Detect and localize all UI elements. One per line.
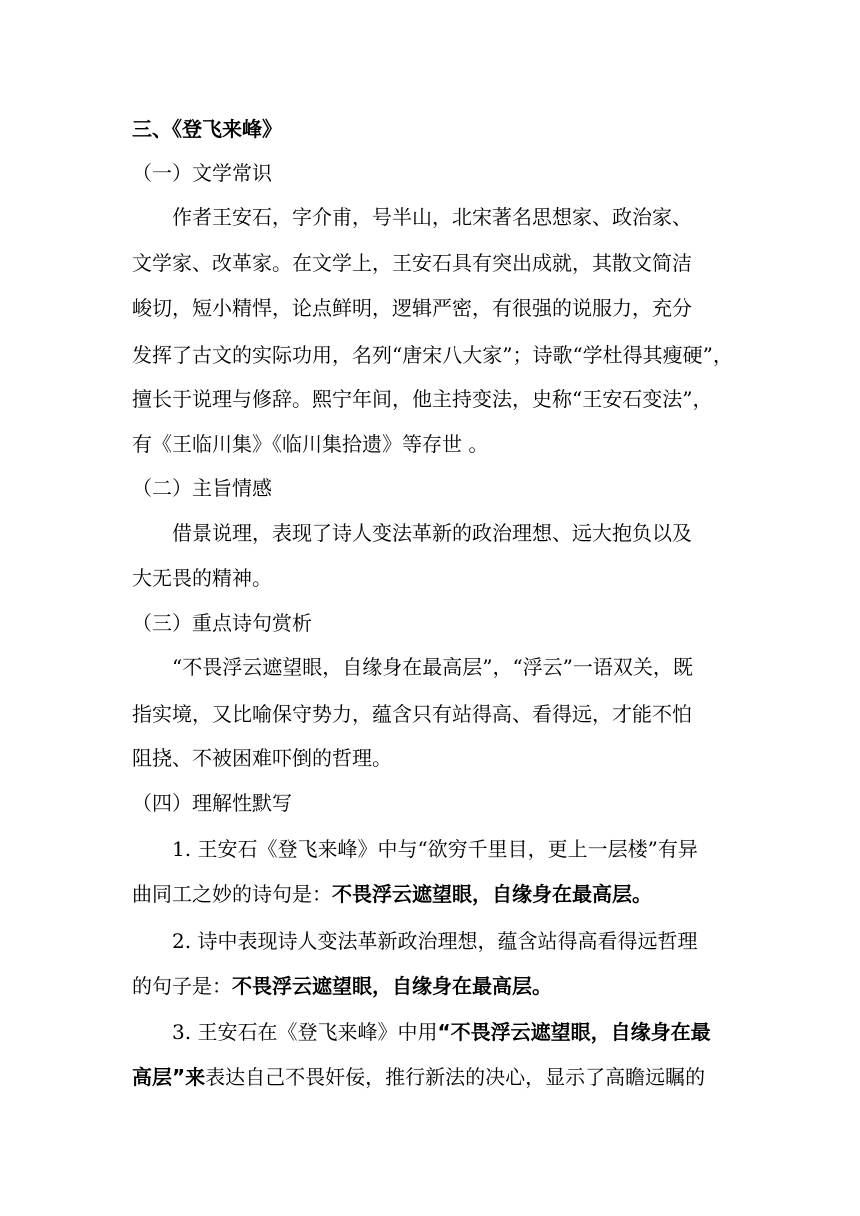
question-prefix: 的句子是： bbox=[132, 974, 232, 998]
question-2-answer-line bbox=[132, 976, 552, 996]
paragraph-line: 作者王安石，字介甫，号半山，北宋著名思想家、政治家、 bbox=[172, 205, 692, 229]
answer-text: 高层”来 bbox=[132, 1065, 206, 1089]
subheading-theme: （二）主旨情感 bbox=[132, 476, 272, 500]
paragraph-line: 借景说理，表现了诗人变法革新的政治理想、远大抱负以及 bbox=[172, 521, 692, 545]
paragraph-line: 擅长于说理与修辞。熙宁年间，他主持变法，史称“王安石变法”， bbox=[132, 387, 713, 411]
question-prefix: 3. 王安石在《登飞来峰》中用 bbox=[172, 1020, 438, 1044]
paragraph-line: 指实境，又比喻保守势力，蕴含只有站得高、看得远，才能不怕 bbox=[132, 702, 692, 726]
question-1-line: 1. 王安石《登飞来峰》中与“欲穷千里目，更上一层楼”有异 bbox=[172, 837, 698, 861]
question-3-line bbox=[172, 1022, 711, 1042]
paragraph-line: 大无畏的精神。 bbox=[132, 566, 272, 590]
section-title: 三、《登飞来峰》 bbox=[132, 117, 282, 141]
paragraph-line: 阻挠、不被困难吓倒的哲理。 bbox=[132, 746, 392, 770]
paragraph-line: 发挥了古文的实际功用，名列“唐宋八大家”；诗歌“学杜得其瘦硬”， bbox=[132, 343, 733, 367]
question-2-line: 2. 诗中表现诗人变法革新政治理想，蕴含站得高看得远哲理 bbox=[172, 929, 698, 953]
answer-text: “不畏浮云遮望眼，自缘身在最 bbox=[437, 1020, 711, 1044]
paragraph-line: “不畏浮云遮望眼，自缘身在最高层”，“浮云”一语双关，既 bbox=[172, 655, 693, 679]
paragraph-line: 峻切，短小精悍，论点鲜明，逻辑严密，有很强的说服力，充分 bbox=[132, 296, 692, 320]
paragraph-line: 文学家、改革家。在文学上，王安石具有突出成就，其散文简洁 bbox=[132, 251, 692, 275]
subheading-literary-knowledge: （一）文学常识 bbox=[132, 161, 272, 185]
question-1-answer-line bbox=[132, 884, 652, 904]
question-3-continuation-line bbox=[132, 1067, 705, 1087]
answer-text: 不畏浮云遮望眼，自缘身在最高层。 bbox=[332, 882, 652, 906]
question-prefix: 曲同工之妙的诗句是： bbox=[132, 882, 332, 906]
subheading-key-lines: （三）重点诗句赏析 bbox=[132, 611, 312, 635]
subheading-dictation: （四）理解性默写 bbox=[132, 791, 292, 815]
paragraph-line: 有《王临川集》《临川集拾遗》等存世 。 bbox=[132, 432, 489, 456]
answer-text: 不畏浮云遮望眼，自缘身在最高层。 bbox=[232, 974, 552, 998]
question-text: 表达自己不畏奸佞，推行新法的决心，显示了高瞻远瞩的 bbox=[205, 1065, 706, 1089]
